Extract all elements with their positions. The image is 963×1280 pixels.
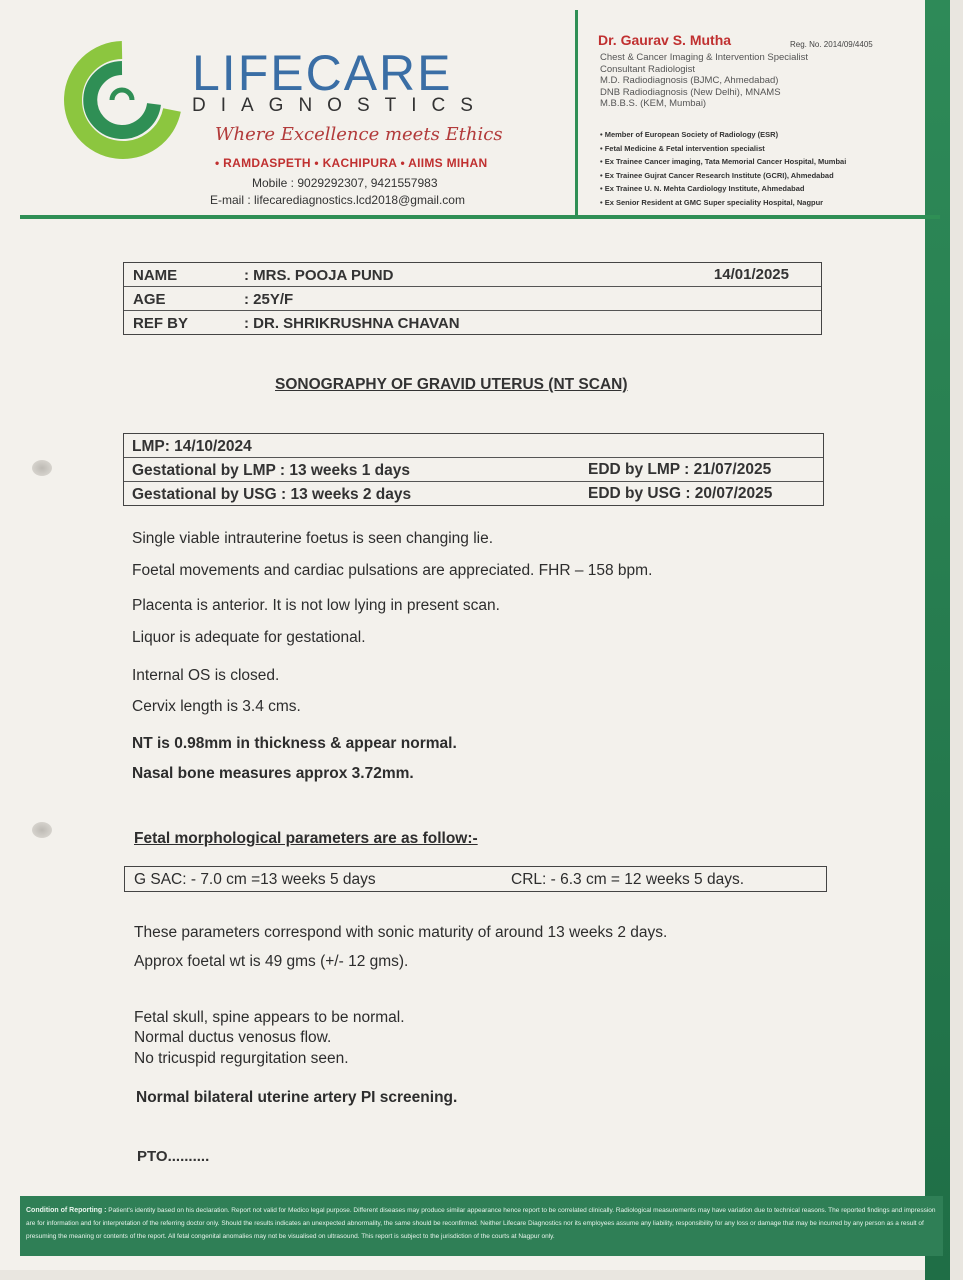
biometry-box <box>124 866 827 892</box>
age-value: : 25Y/F <box>244 291 294 308</box>
report-title: SONOGRAPHY OF GRAVID UTERUS (NT SCAN) <box>275 376 628 393</box>
edd-usg: EDD by USG : 20/07/2025 <box>588 485 773 502</box>
finding-fhr: Foetal movements and cardiac pulsations are appreciated. FHR – 158 bpm. <box>132 562 653 579</box>
doctor-credentials <box>600 52 900 110</box>
footer-text: Patient's identity based on his declaration. Report not valid for Medico legal purpose. Different diseases may produce similar appearance hence report to be correlated clinically. Radiological measurements may have variation due to technical reasons. The reported findings and impression are for information and for interpretation of the referring doctor only. Should the results indicates an unexpected abnormality, the same should be reconfirmed. Neither Lifecare Diagnostics nor its employees assume any liability, responsibility for any loss or damage that may be incurred by any person as a result of presuming the meaning or contents of the report. All fetal congenital anomalies may not be visualised on ultrasound. This report is subject to the jurisdiction of the courts at Nagpur only. <box>26 1207 936 1240</box>
credential-line: Chest & Cancer Imaging & Intervention Specialist <box>600 52 809 63</box>
age-label: AGE <box>133 291 166 308</box>
morphology-title: Fetal morphological parameters are as follow:- <box>134 830 478 847</box>
lmp-row <box>124 434 823 458</box>
branch-locations: • RAMDASPETH • KACHIPURA • AIIMS MIHAN <box>215 156 488 170</box>
pto-marker: PTO.......... <box>137 1148 210 1165</box>
experience-item: • Ex Trainee Cancer imaging, Tata Memorial Cancer Hospital, Mumbai <box>600 155 920 169</box>
finding-tricuspid: No tricuspid regurgitation seen. <box>134 1050 349 1067</box>
credential-line: M.D. Radiodiagnosis (BJMC, Ahmedabad) <box>600 75 779 86</box>
experience-item: • Ex Senior Resident at GMC Super speciality Hospital, Nagpur <box>600 196 920 210</box>
lifecare-logo-icon <box>60 38 185 163</box>
punch-hole <box>32 460 52 476</box>
finding-internal-os: Internal OS is closed. <box>132 667 280 684</box>
finding-uterine-artery: Normal bilateral uterine artery PI screening. <box>136 1089 458 1106</box>
finding-nasal-bone: Nasal bone measures approx 3.72mm. <box>132 765 414 782</box>
doctor-name: Dr. Gaurav S. Mutha <box>598 32 732 48</box>
experience-item: • Fetal Medicine & Fetal intervention specialist <box>600 142 920 156</box>
letterhead-edge-strip <box>925 0 950 1280</box>
ga-lmp-row <box>124 458 823 482</box>
gestation-table <box>123 433 824 506</box>
contact-email: E-mail : lifecarediagnostics.lcd2018@gmail.com <box>210 193 465 207</box>
edd-lmp: EDD by LMP : 21/07/2025 <box>588 461 772 478</box>
experience-item: • Ex Trainee Gujrat Cancer Research Institute (GCRI), Ahmedabad <box>600 169 920 183</box>
foetal-weight: Approx foetal wt is 49 gms (+/- 12 gms). <box>134 953 409 970</box>
doctor-reg-no: Reg. No. 2014/09/4405 <box>790 40 873 49</box>
finding-liquor: Liquor is adequate for gestational. <box>132 629 366 646</box>
credential-line: Consultant Radiologist <box>600 63 696 75</box>
patient-age-row <box>124 287 821 311</box>
finding-placenta: Placenta is anterior. It is not low lying in present scan. <box>132 597 500 614</box>
finding-skull-spine: Fetal skull, spine appears to be normal. <box>134 1009 405 1026</box>
finding-nt: NT is 0.98mm in thickness & appear normal. <box>132 735 457 752</box>
patient-ref-row <box>124 311 821 334</box>
header-bottom-rule <box>20 215 940 219</box>
ref-label: REF BY <box>133 315 189 332</box>
ref-value: : DR. SHRIKRUSHNA CHAVAN <box>244 315 460 332</box>
experience-item: • Member of European Society of Radiology (ESR) <box>600 128 920 142</box>
brand-subtitle: DIAGNOSTICS <box>192 95 488 116</box>
finding-viability: Single viable intrauterine foetus is seen changing lie. <box>132 530 494 547</box>
finding-ductus: Normal ductus venosus flow. <box>134 1029 332 1046</box>
name-label: NAME <box>133 267 178 284</box>
report-date: 14/01/2025 <box>713 266 789 283</box>
sonic-maturity: These parameters correspond with sonic maturity of around 13 weeks 2 days. <box>134 924 668 941</box>
name-value: : MRS. POOJA PUND <box>244 267 394 284</box>
patient-name-row <box>124 263 821 287</box>
header-divider <box>575 10 578 215</box>
experience-item: • Ex Trainee U. N. Mehta Cardiology Institute, Ahmedabad <box>600 182 920 196</box>
finding-cervix: Cervix length is 3.4 cms. <box>132 698 301 715</box>
ga-usg: Gestational by USG : 13 weeks 2 days <box>132 486 412 503</box>
brand-tagline: Where Excellence meets Ethics <box>215 124 503 145</box>
footer-label: Condition of Reporting : <box>26 1207 107 1214</box>
gsac-value: G SAC: - 7.0 cm =13 weeks 5 days <box>134 871 376 888</box>
ga-usg-row <box>124 482 823 505</box>
contact-mobile: Mobile : 9029292307, 9421557983 <box>252 176 438 190</box>
brand-name: LIFECARE <box>192 45 453 101</box>
doctor-experience-list <box>600 128 920 209</box>
crl-value: CRL: - 6.3 cm = 12 weeks 5 days. <box>511 871 745 888</box>
credential-line: DNB Radiodiagnosis (New Delhi), MNAMS <box>600 86 781 98</box>
ga-lmp: Gestational by LMP : 13 weeks 1 days <box>132 462 410 479</box>
credential-line: M.B.B.S. (KEM, Mumbai) <box>600 98 707 109</box>
conditions-footer <box>20 1196 943 1256</box>
punch-hole <box>32 822 52 838</box>
lmp-value: LMP: 14/10/2024 <box>132 438 252 455</box>
patient-info-table <box>123 262 822 335</box>
